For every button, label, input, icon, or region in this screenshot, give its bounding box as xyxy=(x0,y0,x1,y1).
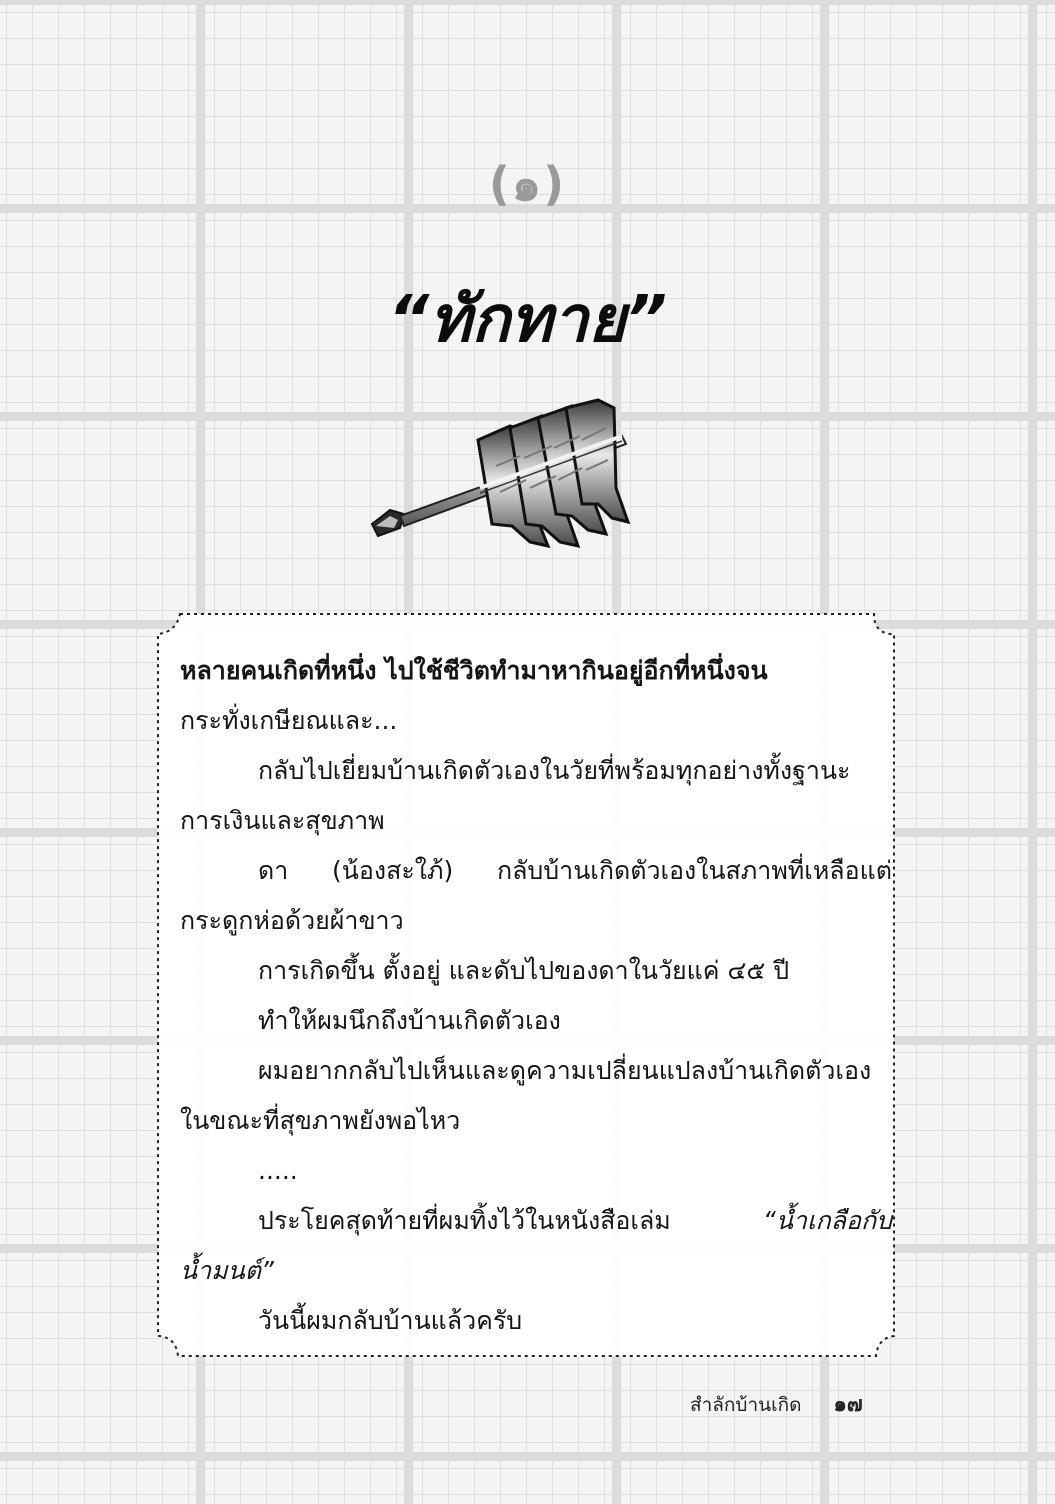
lead-continuation: กระทั่งเกษียณและ... xyxy=(180,706,398,735)
paragraph: การเกิดขึ้น ตั้งอยู่ และดับไปของดาในวัยแค่ ๔๕ ปี xyxy=(258,956,790,985)
closing-sentence: ประโยคสุดท้ายที่ผมทิ้งไว้ในหนังสือเล่ม xyxy=(258,1206,671,1235)
chapter-title: “ทักทาย” xyxy=(388,283,667,357)
paragraph: ทำให้ผมนึกถึงบ้านเกิดตัวเอง xyxy=(258,1006,561,1035)
grilled-fish-skewer-icon xyxy=(360,396,640,582)
page-number: ๑๗ xyxy=(833,1392,863,1416)
lead-sentence: หลายคนเกิดที่หนึ่ง ไปใช้ชีวิตทำมาหากินอยู่อีกที่หนึ่งจน xyxy=(180,656,768,685)
paragraph: วันนี้ผมกลับบ้านแล้วครับ xyxy=(258,1306,523,1335)
page-footer xyxy=(690,1388,863,1421)
paragraph xyxy=(180,1196,892,1296)
paragraph: ผมอยากกลับไปเห็นและดูความเปลี่ยนแปลงบ้านเกิดตัวเองในขณะที่สุขภาพยังพอไหว xyxy=(180,1056,872,1135)
body-text xyxy=(180,646,892,1346)
ellipsis-line: ..... xyxy=(258,1156,298,1185)
chapter-number: (๑) xyxy=(488,157,567,211)
running-title: สำลักบ้านเกิด xyxy=(690,1394,802,1416)
book-title-quote: “น้ำเกลือกับน้ำมนต์” xyxy=(180,1206,892,1285)
paragraph: ดา (น้องสะใภ้) กลับบ้านเกิดตัวเองในสภาพที่เหลือแต่กระดูกห่อด้วยผ้าขาว xyxy=(180,856,892,935)
paragraph: กลับไปเยี่ยมบ้านเกิดตัวเองในวัยที่พร้อมทุกอย่างทั้งฐานะการเงินและสุขภาพ xyxy=(180,756,851,835)
opening-paragraph xyxy=(180,646,892,746)
